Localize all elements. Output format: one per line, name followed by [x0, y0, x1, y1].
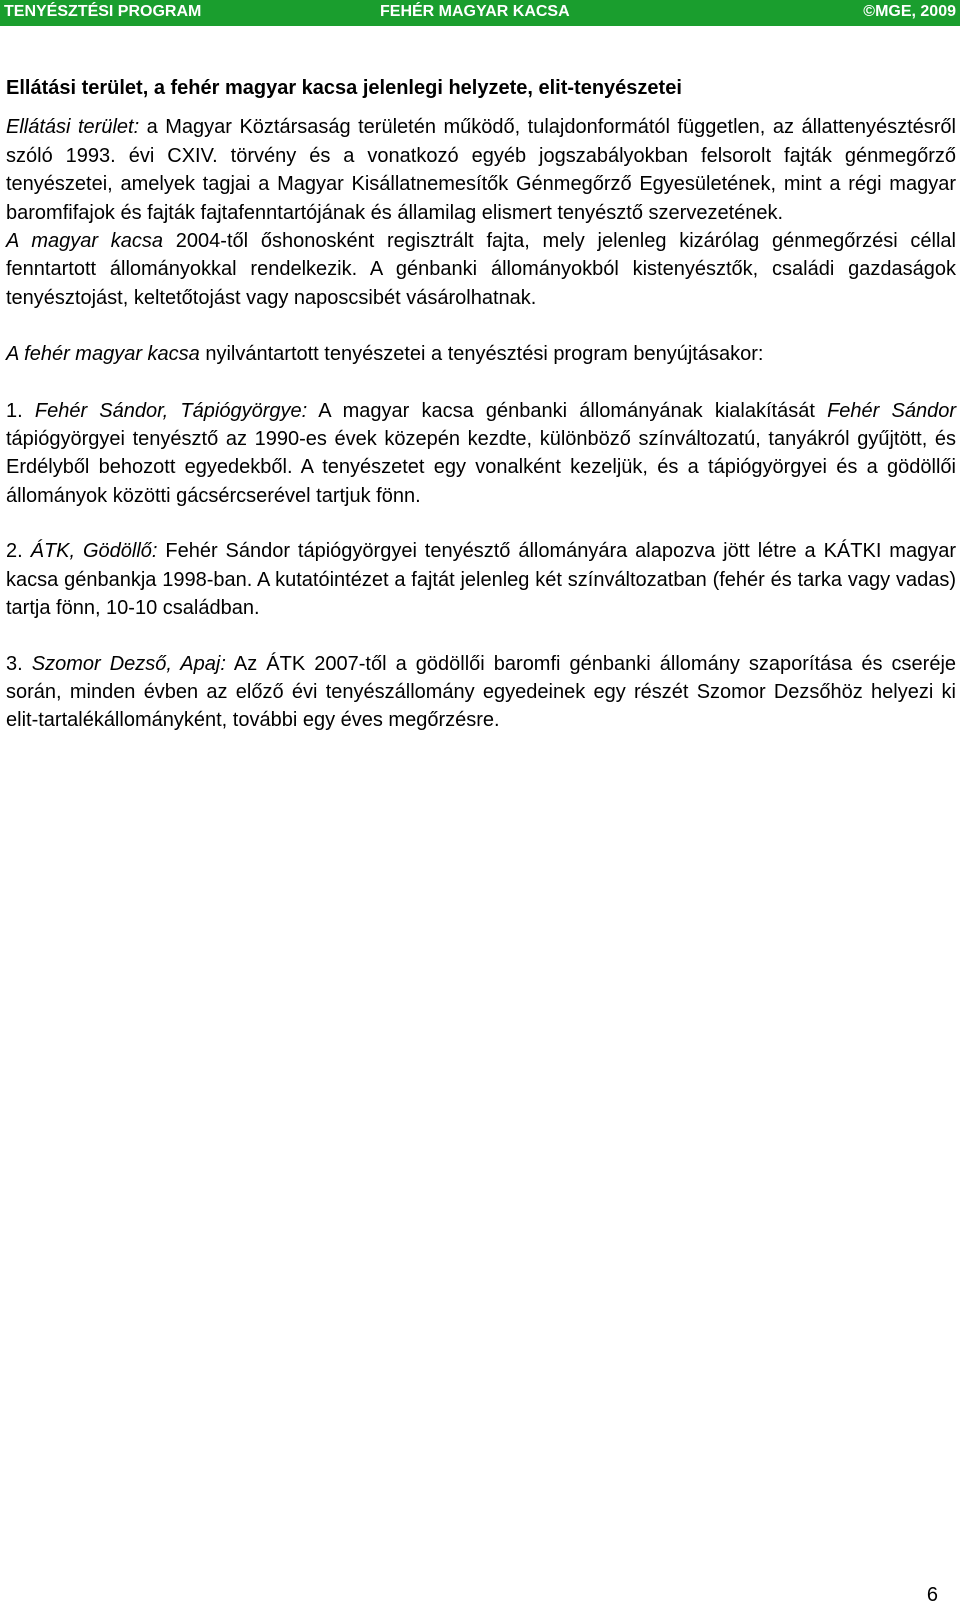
breed-status-text: 2004-től őshonosként regisztrált fajta, mely jelenleg kizárólag génmegőrzési céllal fenntartott állományokkal rendelkezik. A génbanki állományokból kistenyésztők, családi gazdaságok tenyésztojást, keltetőtojást vagy naposcsibét vásárolhatnak. [6, 230, 956, 309]
section-title: Ellátási terület, a fehér magyar kacsa jelenlegi helyzete, elit-tenyészetei [6, 77, 682, 99]
paragraph-registered-farms [6, 340, 956, 368]
list-item-farm-2 [6, 537, 956, 622]
farm-2-label: ÁTK, Gödöllő: [30, 540, 158, 563]
registered-farms-text: nyilvántartott tenyészetei a tenyésztési program benyújtásakor: [199, 343, 764, 366]
farm-3-text: Az ÁTK 2007-től a gödöllői baromfi génbanki állomány szaporítása és cseréje során, minden évben az előző évi tenyészállomány egyedeinek egy részét Szomor Dezsőhöz helyezi ki elit-tartalékállományként, további egy éves megőrzésre. [6, 652, 957, 732]
farm-3-number: 3. [6, 652, 23, 675]
service-area-text: a Magyar Köztársaság területén működő, tulajdonformától független, az állattenyésztésről szóló 1993. évi CXIV. törvény és a vonatkozó egyéb jogszabályokban felsorolt fajták génmegőrző tenyészetei, amelyek tagjai a Magyar Kisállatnemesítők Génmegőrző Egyesületének, mint a régi magyar baromfifajok és fajták fajtafenntartójának és államilag elismert tenyésztő szervezetének. [6, 116, 956, 224]
farm-2-number: 2. [6, 540, 23, 563]
farm-3-label: Szomor Dezső, Apaj: [31, 652, 226, 675]
header-copyright: ©MGE, 2009 [863, 3, 956, 20]
farm-2-text: Fehér Sándor tápiógyörgyei tenyésztő állományára alapozva jött létre a KÁTKI magyar kacsa génbankja 1998-ban. A kutatóintézet a fajtát jelenleg két színváltozatban (fehér és tarka vagy vadas) tartja fönn, 10-10 családban. [6, 540, 956, 620]
farm-1-number: 1. [6, 399, 23, 422]
header-breed-label: FEHÉR MAGYAR KACSA [380, 3, 570, 20]
farm-1-text-a: A magyar kacsa génbanki állományának kialakítását [307, 399, 828, 422]
farm-1-name: Fehér Sándor [827, 399, 957, 422]
page-number: 6 [926, 1584, 938, 1606]
list-item-farm-1 [6, 397, 956, 511]
registered-farms-label: A fehér magyar kacsa [6, 343, 200, 366]
paragraph-service-area [6, 113, 956, 227]
page-header [0, 0, 960, 26]
paragraph-breed-status [6, 227, 956, 312]
farm-1-text-b: tápiógyörgyei tenyésztő az 1990-es évek közepén kezdte, különböző színváltozatú, tanyákról gyűjtött, és Erdélyből behozott egyedekből. A tenyészetet egy vonalként kezeljük, és a tápiógyörgyei és a gödöllői állományok közötti gácsércserével tartjuk fönn. [6, 428, 956, 507]
farm-1-label: Fehér Sándor, Tápiógyörgye: [34, 399, 308, 422]
list-item-farm-3 [6, 650, 956, 735]
header-program-label: TENYÉSZTÉSI PROGRAM [4, 3, 202, 20]
document-body [6, 74, 956, 735]
breed-status-label: A magyar kacsa [6, 230, 164, 253]
service-area-label: Ellátási terület: [6, 116, 140, 139]
